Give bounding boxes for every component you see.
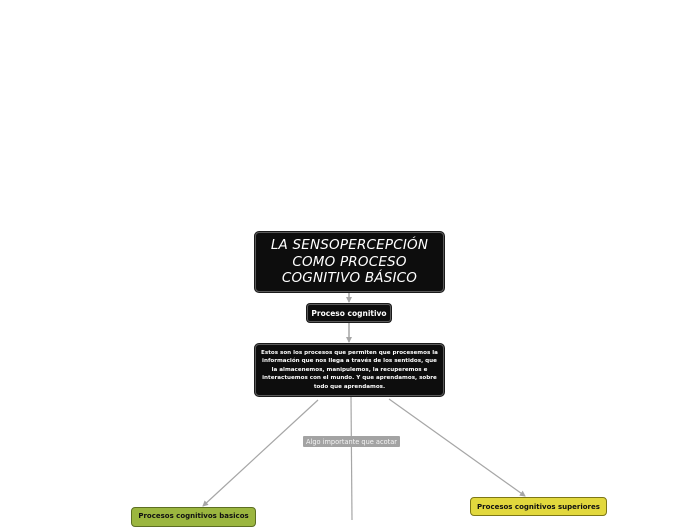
connector-to-basic [203,400,318,506]
note-text: Algo importante que acotar [306,437,397,446]
branch-basic-processes[interactable] [131,507,256,527]
branch-superior-label: Procesos cognitivos superiores [477,502,600,511]
branch-basic-label: Procesos cognitivos basicos [138,512,249,520]
central-topic[interactable] [255,232,444,292]
connector-to-center [351,396,352,520]
central-topic-label: LA SENSOPERCEPCIÓN COMO PROCESO COGNITIVO BÁSICO [270,237,429,287]
subtopic-label: Proceso cognitivo [311,308,387,318]
branch-superior-processes[interactable] [470,497,607,516]
description-text: Estos son los procesos que permiten que procesemos la información que nos llega a través de los sentidos, que la almacenemos, manipulemos, la recuperemos e interactuemos con el mundo. Y que aprendamos, sobre todo que aprendamos. [261,349,438,390]
note-label[interactable] [303,436,400,447]
connector-to-superior [389,399,525,496]
subtopic-proceso-cognitivo[interactable] [307,304,391,322]
description-node[interactable] [255,344,444,396]
